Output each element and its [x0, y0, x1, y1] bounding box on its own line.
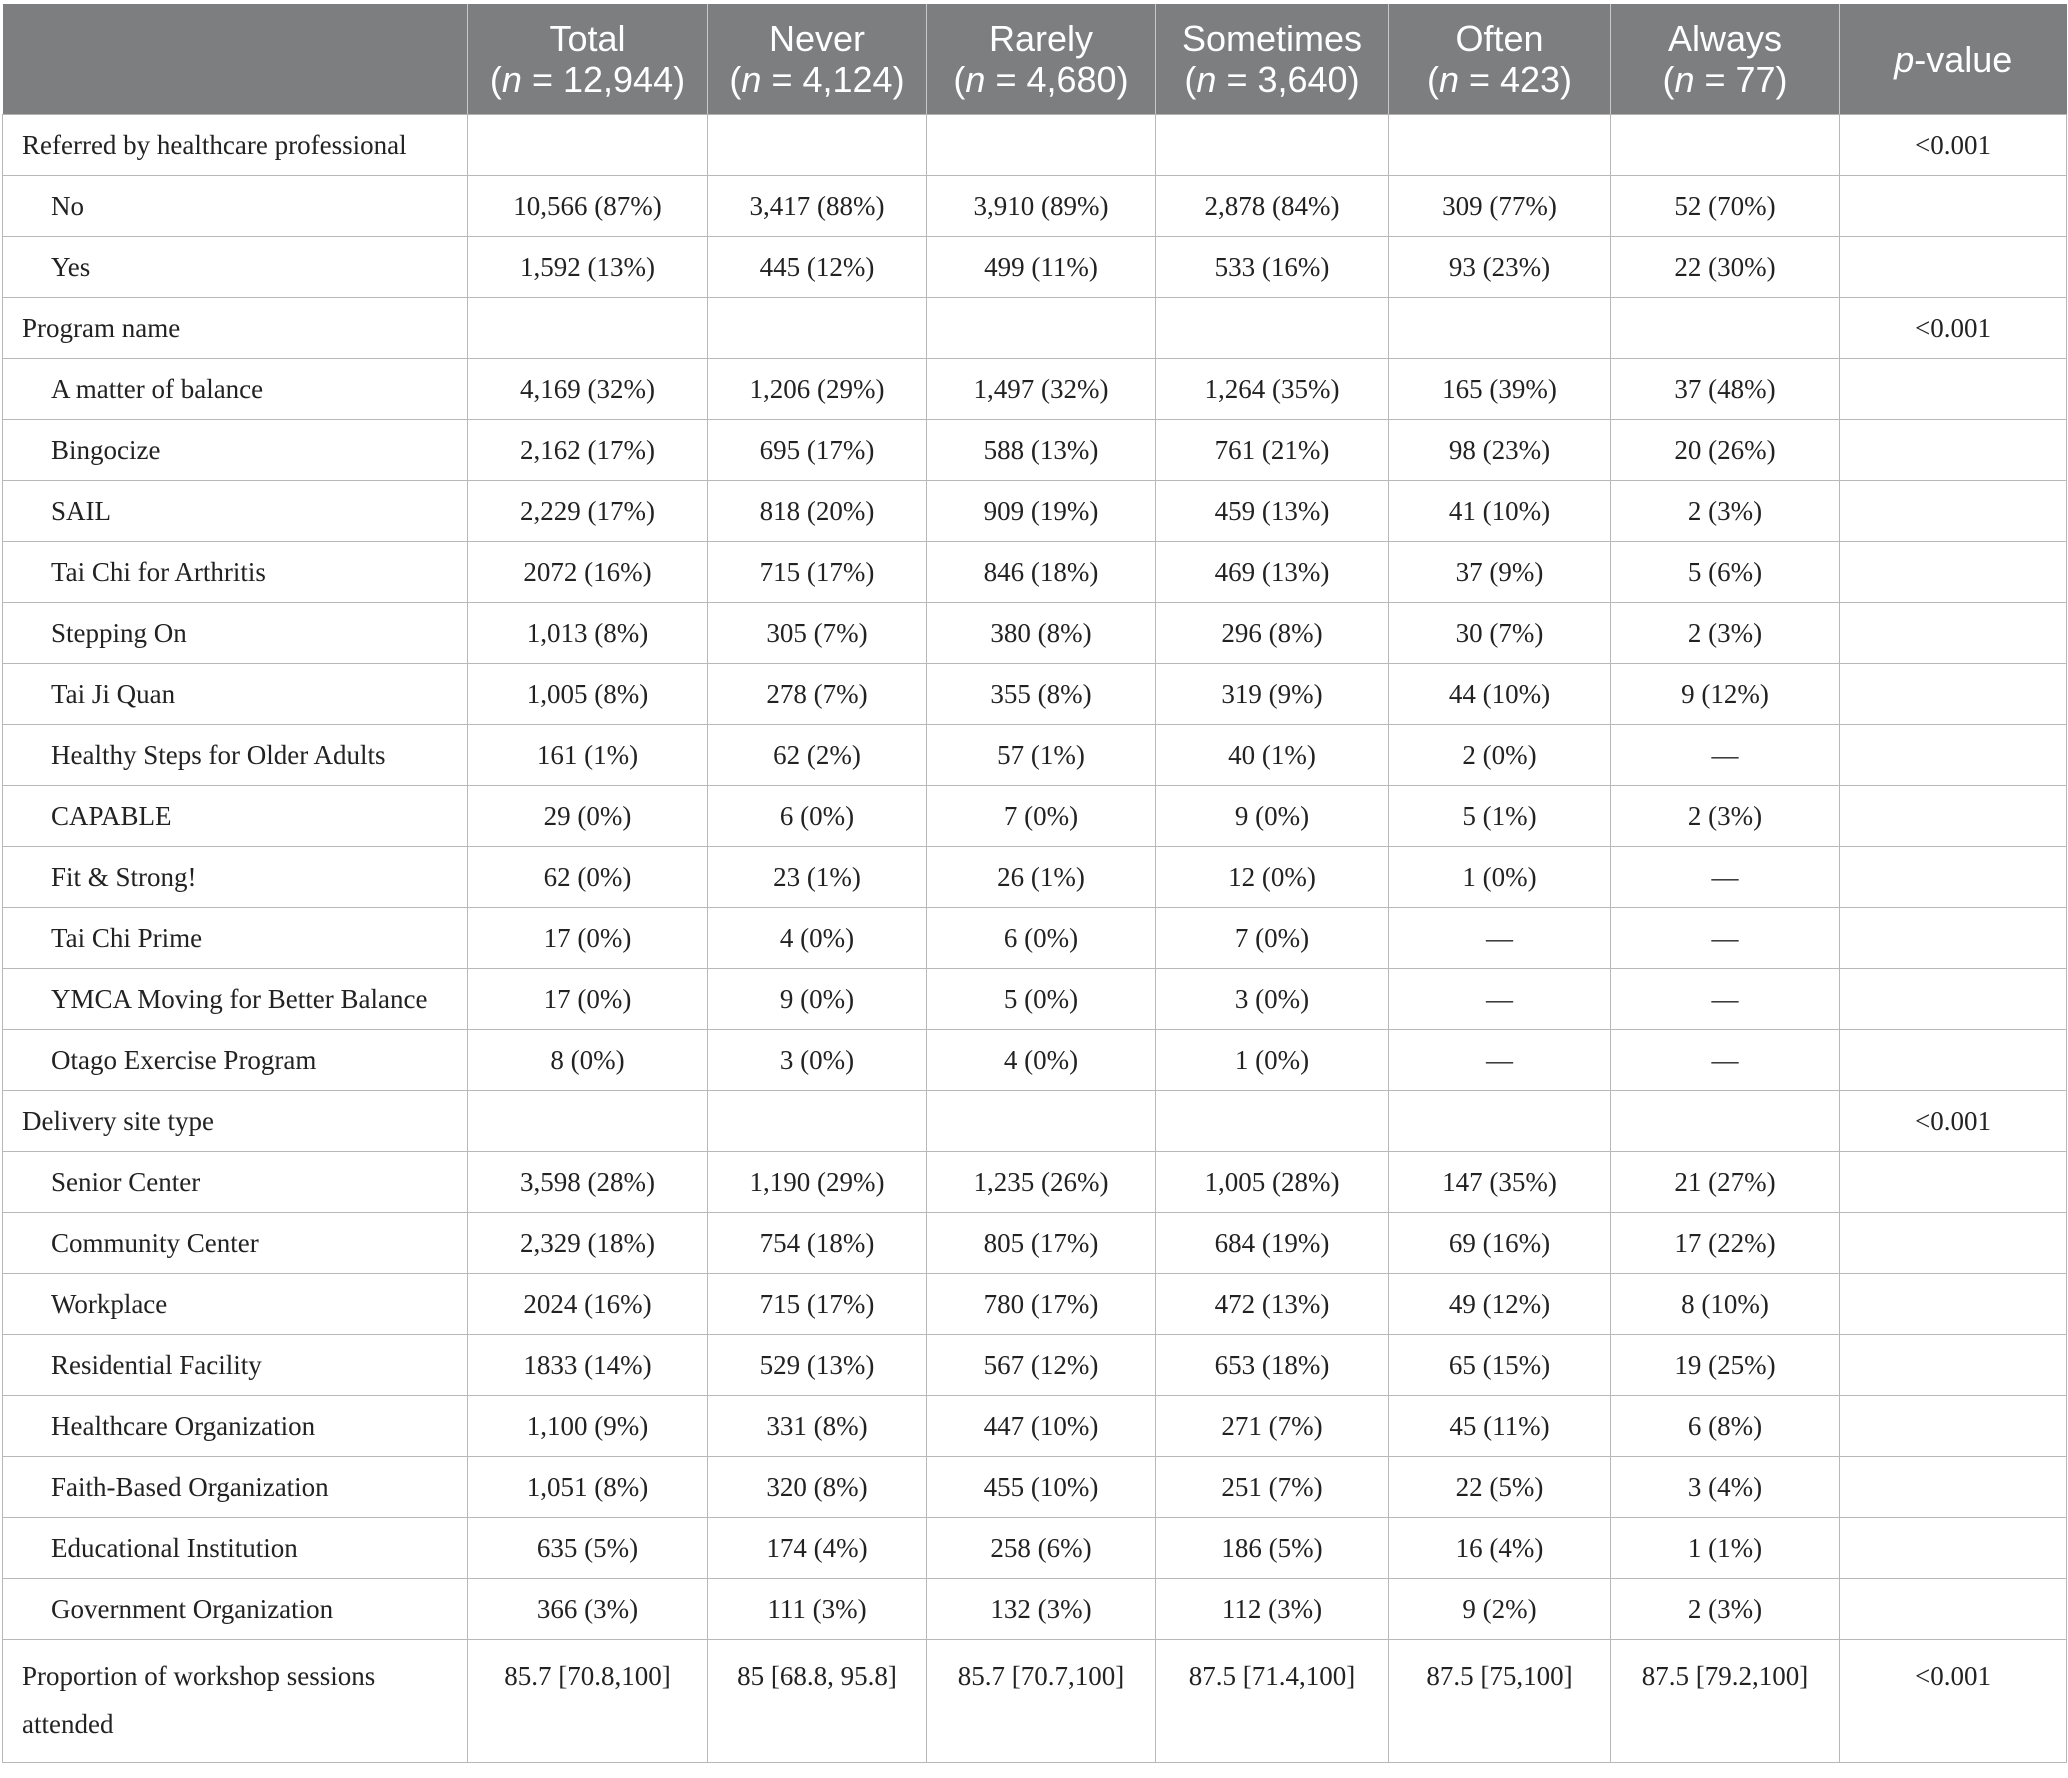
table-row [3, 420, 2067, 481]
header-always: Always (n = 77) [1611, 4, 1840, 115]
data-cell: 258 (6%) [927, 1518, 1156, 1579]
table-header [3, 4, 2067, 115]
row-sublabel: Healthcare Organization [3, 1396, 468, 1457]
p-value-cell [1840, 1030, 2067, 1091]
data-cell [708, 115, 927, 176]
data-cell: 57 (1%) [927, 725, 1156, 786]
data-cell: 2,229 (17%) [468, 481, 708, 542]
data-cell: 818 (20%) [708, 481, 927, 542]
data-cell: 19 (25%) [1611, 1335, 1840, 1396]
data-cell: 10,566 (87%) [468, 176, 708, 237]
row-sublabel: Community Center [3, 1213, 468, 1274]
header-never: Never (n = 4,124) [708, 4, 927, 115]
data-cell: 26 (1%) [927, 847, 1156, 908]
table-row [3, 725, 2067, 786]
data-cell: 1,235 (26%) [927, 1152, 1156, 1213]
data-cell: 761 (21%) [1156, 420, 1389, 481]
data-cell: 87.5 [75,100] [1389, 1640, 1611, 1763]
data-cell: 588 (13%) [927, 420, 1156, 481]
row-sublabel: Tai Ji Quan [3, 664, 468, 725]
data-cell: 4,169 (32%) [468, 359, 708, 420]
p-value-cell [1840, 603, 2067, 664]
data-cell: — [1389, 908, 1611, 969]
data-cell: 469 (13%) [1156, 542, 1389, 603]
p-value-cell [1840, 1579, 2067, 1640]
table-row [3, 1152, 2067, 1213]
row-sublabel: Senior Center [3, 1152, 468, 1213]
data-cell: 186 (5%) [1156, 1518, 1389, 1579]
data-cell [927, 298, 1156, 359]
p-value-cell [1840, 176, 2067, 237]
data-cell: 147 (35%) [1389, 1152, 1611, 1213]
data-cell: 3 (0%) [1156, 969, 1389, 1030]
data-cell: 271 (7%) [1156, 1396, 1389, 1457]
data-cell: 30 (7%) [1389, 603, 1611, 664]
data-cell: 41 (10%) [1389, 481, 1611, 542]
data-cell: 684 (19%) [1156, 1213, 1389, 1274]
p-value-cell [1840, 481, 2067, 542]
data-cell: 7 (0%) [927, 786, 1156, 847]
row-sublabel: Otago Exercise Program [3, 1030, 468, 1091]
data-cell: 1,264 (35%) [1156, 359, 1389, 420]
data-cell: 174 (4%) [708, 1518, 927, 1579]
data-cell: 1,100 (9%) [468, 1396, 708, 1457]
data-cell: 22 (30%) [1611, 237, 1840, 298]
data-cell [708, 1091, 927, 1152]
data-cell: — [1611, 1030, 1840, 1091]
header-sometimes: Sometimes (n = 3,640) [1156, 4, 1389, 115]
data-cell: 9 (12%) [1611, 664, 1840, 725]
data-cell: — [1389, 969, 1611, 1030]
table-row [3, 1396, 2067, 1457]
data-cell: 49 (12%) [1389, 1274, 1611, 1335]
data-cell: 455 (10%) [927, 1457, 1156, 1518]
data-cell: 62 (0%) [468, 847, 708, 908]
p-value-cell: <0.001 [1840, 298, 2067, 359]
table-row [3, 1030, 2067, 1091]
data-cell: 1,592 (13%) [468, 237, 708, 298]
p-value-cell [1840, 847, 2067, 908]
row-sublabel: YMCA Moving for Better Balance [3, 969, 468, 1030]
table-row [3, 176, 2067, 237]
table-row [3, 481, 2067, 542]
data-cell: 8 (0%) [468, 1030, 708, 1091]
data-cell: 805 (17%) [927, 1213, 1156, 1274]
header-p-value: p-value [1840, 4, 2067, 115]
data-cell: 2072 (16%) [468, 542, 708, 603]
data-cell: 1,497 (32%) [927, 359, 1156, 420]
data-cell: 533 (16%) [1156, 237, 1389, 298]
table-body [3, 115, 2067, 1763]
p-value-cell [1840, 1518, 2067, 1579]
table-row [3, 1091, 2067, 1152]
data-cell: — [1389, 1030, 1611, 1091]
data-cell: 2 (3%) [1611, 786, 1840, 847]
table-row [3, 1335, 2067, 1396]
data-cell: 5 (0%) [927, 969, 1156, 1030]
data-cell: 380 (8%) [927, 603, 1156, 664]
row-sublabel: Yes [3, 237, 468, 298]
data-cell: 3,910 (89%) [927, 176, 1156, 237]
data-cell: 319 (9%) [1156, 664, 1389, 725]
data-cell: 715 (17%) [708, 542, 927, 603]
data-cell [1156, 1091, 1389, 1152]
p-value-cell [1840, 1396, 2067, 1457]
data-cell: 445 (12%) [708, 237, 927, 298]
p-value-cell: <0.001 [1840, 1640, 2067, 1763]
data-cell: 6 (8%) [1611, 1396, 1840, 1457]
data-cell: 653 (18%) [1156, 1335, 1389, 1396]
data-cell: 3,598 (28%) [468, 1152, 708, 1213]
data-cell: 909 (19%) [927, 481, 1156, 542]
data-cell: 3 (0%) [708, 1030, 927, 1091]
data-cell [1389, 115, 1611, 176]
p-value-cell [1840, 1457, 2067, 1518]
data-cell: — [1611, 847, 1840, 908]
data-cell: 12 (0%) [1156, 847, 1389, 908]
p-value-cell [1840, 908, 2067, 969]
data-cell: 715 (17%) [708, 1274, 927, 1335]
data-cell: 1,005 (8%) [468, 664, 708, 725]
data-cell: 165 (39%) [1389, 359, 1611, 420]
data-cell: 21 (27%) [1611, 1152, 1840, 1213]
data-cell: 37 (9%) [1389, 542, 1611, 603]
data-cell: 6 (0%) [708, 786, 927, 847]
data-cell: 62 (2%) [708, 725, 927, 786]
row-category-label: Referred by healthcare professional [3, 115, 468, 176]
row-sublabel: Stepping On [3, 603, 468, 664]
data-cell: 93 (23%) [1389, 237, 1611, 298]
p-value-cell [1840, 725, 2067, 786]
p-value-cell: <0.001 [1840, 115, 2067, 176]
data-cell: 366 (3%) [468, 1579, 708, 1640]
data-cell: 20 (26%) [1611, 420, 1840, 481]
data-cell: 2,162 (17%) [468, 420, 708, 481]
table-row [3, 359, 2067, 420]
data-cell: 1 (0%) [1156, 1030, 1389, 1091]
data-cell [468, 298, 708, 359]
data-cell: 278 (7%) [708, 664, 927, 725]
row-sublabel: Bingocize [3, 420, 468, 481]
data-cell: 635 (5%) [468, 1518, 708, 1579]
p-value-cell [1840, 1335, 2067, 1396]
data-cell: 85.7 [70.8,100] [468, 1640, 708, 1763]
table-row [3, 1457, 2067, 1518]
row-sublabel: Healthy Steps for Older Adults [3, 725, 468, 786]
data-cell: 305 (7%) [708, 603, 927, 664]
data-cell: 8 (10%) [1611, 1274, 1840, 1335]
data-cell [1389, 298, 1611, 359]
data-cell: 331 (8%) [708, 1396, 927, 1457]
data-cell: 17 (0%) [468, 908, 708, 969]
p-value-cell [1840, 359, 2067, 420]
data-cell: 29 (0%) [468, 786, 708, 847]
table-row [3, 908, 2067, 969]
header-total: Total (n = 12,944) [468, 4, 708, 115]
data-cell: 98 (23%) [1389, 420, 1611, 481]
data-cell: 567 (12%) [927, 1335, 1156, 1396]
data-cell: 4 (0%) [927, 1030, 1156, 1091]
data-cell: — [1611, 908, 1840, 969]
data-cell: — [1611, 725, 1840, 786]
data-cell: 7 (0%) [1156, 908, 1389, 969]
data-cell: 251 (7%) [1156, 1457, 1389, 1518]
data-cell: 5 (6%) [1611, 542, 1840, 603]
table-row [3, 115, 2067, 176]
data-cell: 529 (13%) [708, 1335, 927, 1396]
data-cell: 22 (5%) [1389, 1457, 1611, 1518]
data-cell: 112 (3%) [1156, 1579, 1389, 1640]
header-empty [3, 4, 468, 115]
data-cell: 69 (16%) [1389, 1213, 1611, 1274]
table-row [3, 1518, 2067, 1579]
header-row [3, 4, 2067, 115]
data-cell: 1,206 (29%) [708, 359, 927, 420]
data-cell: 1,005 (28%) [1156, 1152, 1389, 1213]
data-cell: 2024 (16%) [468, 1274, 708, 1335]
row-sublabel: No [3, 176, 468, 237]
data-cell: 17 (0%) [468, 969, 708, 1030]
data-cell: 1 (1%) [1611, 1518, 1840, 1579]
data-cell: 846 (18%) [927, 542, 1156, 603]
data-cell: 2 (3%) [1611, 603, 1840, 664]
data-cell: 161 (1%) [468, 725, 708, 786]
table-row [3, 1213, 2067, 1274]
data-cell [1611, 1091, 1840, 1152]
row-sublabel: CAPABLE [3, 786, 468, 847]
row-sublabel: Educational Institution [3, 1518, 468, 1579]
data-cell: 37 (48%) [1611, 359, 1840, 420]
data-cell: 45 (11%) [1389, 1396, 1611, 1457]
header-often: Often (n = 423) [1389, 4, 1611, 115]
data-cell: 499 (11%) [927, 237, 1156, 298]
data-cell: 4 (0%) [708, 908, 927, 969]
data-cell: 16 (4%) [1389, 1518, 1611, 1579]
row-sublabel: Tai Chi for Arthritis [3, 542, 468, 603]
data-cell: 87.5 [71.4,100] [1156, 1640, 1389, 1763]
row-category-label: Proportion of workshop sessions attended [3, 1640, 468, 1763]
data-cell [1611, 298, 1840, 359]
data-cell [468, 115, 708, 176]
row-sublabel: SAIL [3, 481, 468, 542]
data-cell: 780 (17%) [927, 1274, 1156, 1335]
data-cell: 2 (3%) [1611, 481, 1840, 542]
data-cell: 65 (15%) [1389, 1335, 1611, 1396]
data-cell: 1 (0%) [1389, 847, 1611, 908]
data-cell: 754 (18%) [708, 1213, 927, 1274]
data-cell: 5 (1%) [1389, 786, 1611, 847]
data-cell: 695 (17%) [708, 420, 927, 481]
data-cell: 1,051 (8%) [468, 1457, 708, 1518]
p-value-cell [1840, 1152, 2067, 1213]
data-cell: 355 (8%) [927, 664, 1156, 725]
row-sublabel: Government Organization [3, 1579, 468, 1640]
row-category-label: Delivery site type [3, 1091, 468, 1152]
data-cell: 132 (3%) [927, 1579, 1156, 1640]
data-cell: 447 (10%) [927, 1396, 1156, 1457]
data-cell: 85.7 [70.7,100] [927, 1640, 1156, 1763]
data-cell: 1,190 (29%) [708, 1152, 927, 1213]
p-value-cell [1840, 420, 2067, 481]
row-category-label: Program name [3, 298, 468, 359]
data-cell [708, 298, 927, 359]
table-row [3, 664, 2067, 725]
data-cell: 17 (22%) [1611, 1213, 1840, 1274]
data-cell: — [1611, 969, 1840, 1030]
data-cell: 2 (0%) [1389, 725, 1611, 786]
p-value-cell [1840, 664, 2067, 725]
data-cell: 296 (8%) [1156, 603, 1389, 664]
table-row [3, 786, 2067, 847]
row-sublabel: A matter of balance [3, 359, 468, 420]
table-row [3, 847, 2067, 908]
data-cell: 3,417 (88%) [708, 176, 927, 237]
data-cell: 1,013 (8%) [468, 603, 708, 664]
table-row [3, 237, 2067, 298]
table-row [3, 1579, 2067, 1640]
p-value-cell [1840, 969, 2067, 1030]
table-row [3, 542, 2067, 603]
p-value-cell [1840, 1274, 2067, 1335]
data-cell: 52 (70%) [1611, 176, 1840, 237]
data-cell: 111 (3%) [708, 1579, 927, 1640]
data-cell [468, 1091, 708, 1152]
data-cell: 9 (2%) [1389, 1579, 1611, 1640]
data-cell: 87.5 [79.2,100] [1611, 1640, 1840, 1763]
data-cell: 2,329 (18%) [468, 1213, 708, 1274]
data-cell: 1833 (14%) [468, 1335, 708, 1396]
p-value-cell [1840, 542, 2067, 603]
data-cell: 40 (1%) [1156, 725, 1389, 786]
p-value-cell [1840, 1213, 2067, 1274]
data-cell [927, 1091, 1156, 1152]
table-row [3, 969, 2067, 1030]
data-cell: 459 (13%) [1156, 481, 1389, 542]
data-cell: 472 (13%) [1156, 1274, 1389, 1335]
table-row [3, 1274, 2067, 1335]
data-cell: 2,878 (84%) [1156, 176, 1389, 237]
data-cell [1389, 1091, 1611, 1152]
row-sublabel: Tai Chi Prime [3, 908, 468, 969]
row-sublabel: Faith-Based Organization [3, 1457, 468, 1518]
data-cell: 44 (10%) [1389, 664, 1611, 725]
data-cell: 320 (8%) [708, 1457, 927, 1518]
header-rarely: Rarely (n = 4,680) [927, 4, 1156, 115]
data-cell: 6 (0%) [927, 908, 1156, 969]
data-cell: 309 (77%) [1389, 176, 1611, 237]
data-cell [927, 115, 1156, 176]
row-sublabel: Fit & Strong! [3, 847, 468, 908]
data-cell [1611, 115, 1840, 176]
data-cell: 2 (3%) [1611, 1579, 1840, 1640]
table-row [3, 298, 2067, 359]
p-value-cell [1840, 237, 2067, 298]
data-cell [1156, 115, 1389, 176]
table-row [3, 1640, 2067, 1763]
data-cell: 9 (0%) [1156, 786, 1389, 847]
p-value-cell [1840, 786, 2067, 847]
row-sublabel: Workplace [3, 1274, 468, 1335]
row-sublabel: Residential Facility [3, 1335, 468, 1396]
data-cell: 85 [68.8, 95.8] [708, 1640, 927, 1763]
data-cell: 23 (1%) [708, 847, 927, 908]
p-value-cell: <0.001 [1840, 1091, 2067, 1152]
table-row [3, 603, 2067, 664]
data-cell: 9 (0%) [708, 969, 927, 1030]
data-cell [1156, 298, 1389, 359]
data-table [2, 4, 2067, 1763]
data-cell: 3 (4%) [1611, 1457, 1840, 1518]
